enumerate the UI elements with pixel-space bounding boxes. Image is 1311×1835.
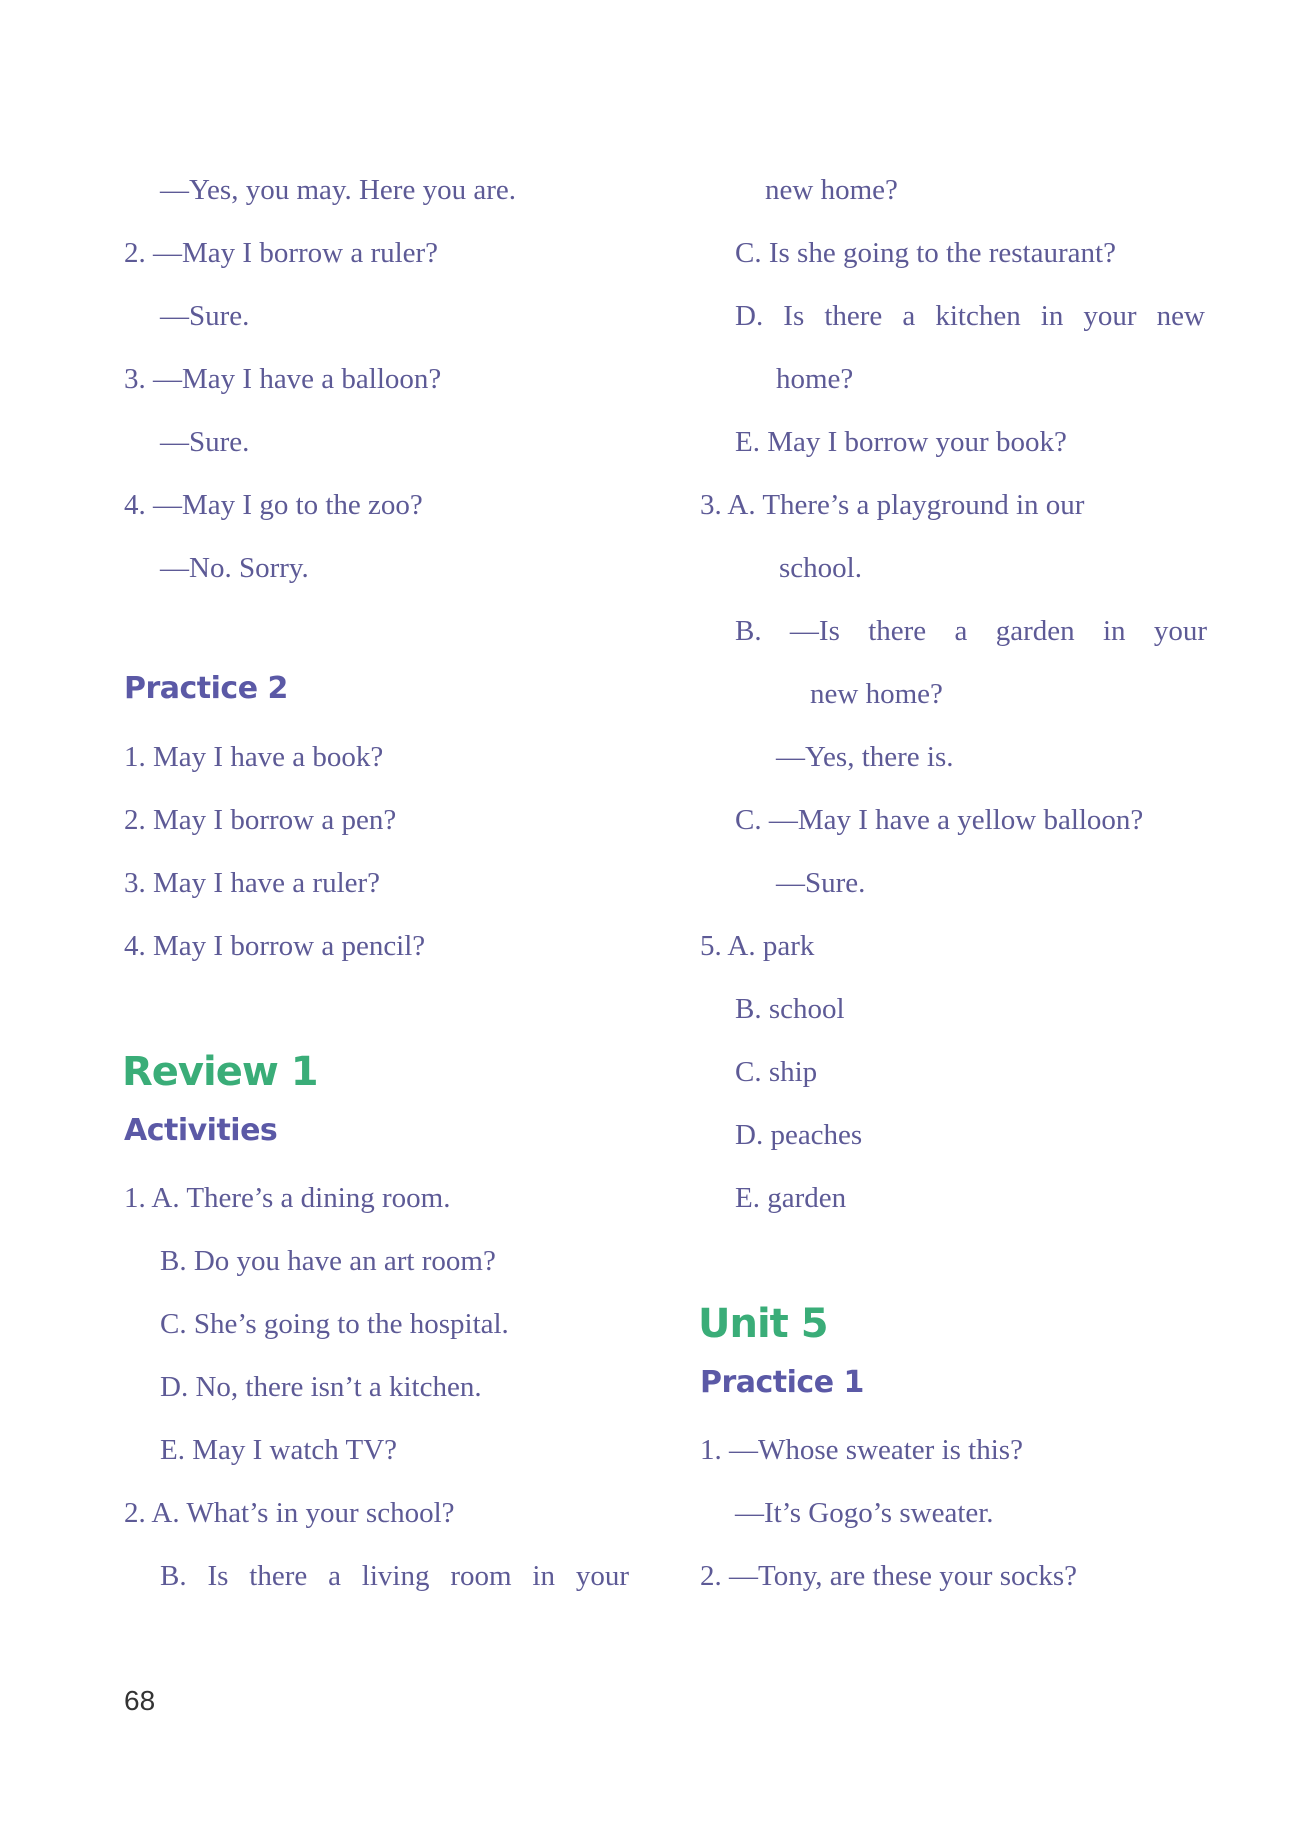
answer-line: E. May I watch TV? [160, 1434, 398, 1466]
answer-line: C. Is she going to the restaurant? [735, 237, 1116, 269]
answer-line: D. No, there isn’t a kitchen. [160, 1371, 482, 1403]
answer-line: —It’s Gogo’s sweater. [735, 1497, 994, 1529]
answer-line: B. Is there a living room in your [160, 1560, 629, 1592]
answer-line: B. —Is there a garden in your [735, 615, 1207, 647]
review-1-title: Review 1 [122, 1049, 318, 1095]
answer-line: D. Is there a kitchen in your new [735, 300, 1205, 332]
activities-heading: Activities [124, 1113, 278, 1148]
answer-line: B. Do you have an art room? [160, 1245, 496, 1277]
answer-line: C. ship [735, 1056, 818, 1088]
answer-line: 4. —May I go to the zoo? [124, 489, 423, 521]
answer-line: —Yes, you may. Here you are. [160, 174, 516, 206]
answer-line: 1. —Whose sweater is this? [700, 1434, 1023, 1466]
answer-line: 2. A. What’s in your school? [124, 1497, 455, 1529]
answer-line: 3. A. There’s a playground in our [700, 489, 1085, 521]
answer-line: 3. May I have a ruler? [124, 867, 381, 899]
answer-line: school. [779, 552, 862, 584]
answer-line: new home? [765, 174, 898, 206]
answer-line: —Sure. [160, 300, 250, 332]
answer-line: home? [776, 363, 854, 395]
unit-5-title: Unit 5 [698, 1301, 828, 1347]
answer-line: 3. —May I have a balloon? [124, 363, 442, 395]
answer-line: B. school [735, 993, 845, 1025]
answer-line: 2. May I borrow a pen? [124, 804, 397, 836]
answer-line: 4. May I borrow a pencil? [124, 930, 426, 962]
answer-line: 2. —May I borrow a ruler? [124, 237, 439, 269]
answer-line: new home? [810, 678, 943, 710]
answer-line: C. —May I have a yellow balloon? [735, 804, 1144, 836]
answer-line: —No. Sorry. [160, 552, 309, 584]
answer-line: 1. May I have a book? [124, 741, 384, 773]
answer-line: C. She’s going to the hospital. [160, 1308, 509, 1340]
answer-line: D. peaches [735, 1119, 863, 1151]
answer-line: 5. A. park [700, 930, 815, 962]
answer-line: —Yes, there is. [776, 741, 954, 773]
answer-line: 1. A. There’s a dining room. [124, 1182, 451, 1214]
answer-line: E. May I borrow your book? [735, 426, 1067, 458]
practice-2-heading: Practice 2 [124, 671, 288, 706]
answer-line: —Sure. [160, 426, 250, 458]
answer-line: —Sure. [776, 867, 866, 899]
answer-line: 2. —Tony, are these your socks? [700, 1560, 1078, 1592]
answer-line: E. garden [735, 1182, 847, 1214]
practice-1-heading: Practice 1 [700, 1365, 864, 1400]
page-number: 68 [124, 1685, 156, 1716]
